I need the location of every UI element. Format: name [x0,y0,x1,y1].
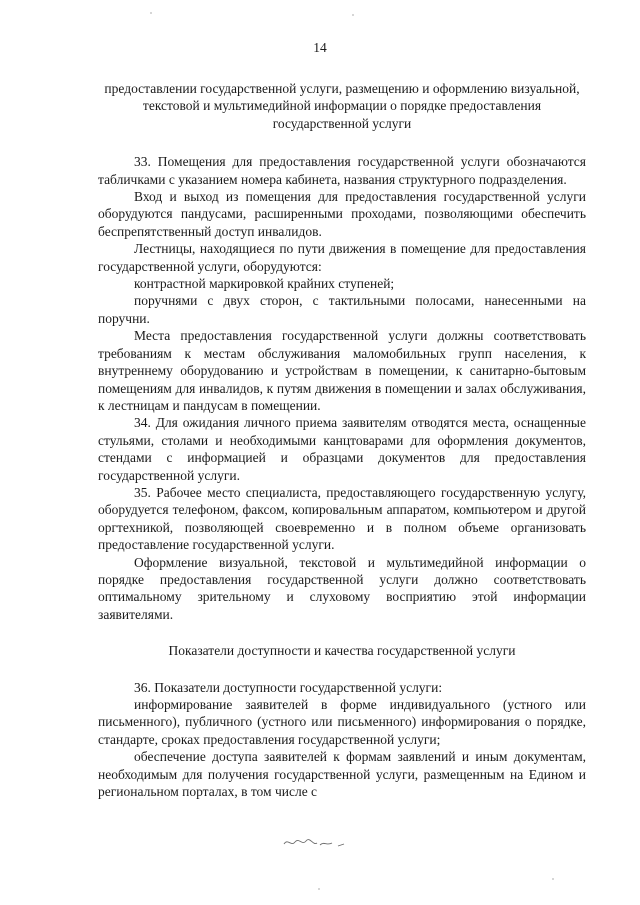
paragraph-places: Места предоставления государственной услуги должны соответствовать требованиям к местам обслуживания маломобильных групп населения, к внутреннему оборудованию и устройствам в помещении, к санитарно-бытовым помещениям для инвалидов, к путям движения в помещении и залах обслуживания, к лестницам и пандусам в помещении. [98,328,586,413]
scan-speck [318,888,320,890]
list-item-access: обеспечение доступа заявителей к формам заявлений и иным документам, необходимым для получения государственной услуги, размещенным на Едином и региональном порталах, в том числе с [98,749,586,800]
scan-speck [352,14,354,16]
document-body [98,80,586,800]
handwritten-mark [282,834,352,850]
paragraph-33: 33. Помещения для предоставления государственной услуги обозначаются табличками с указанием номера кабинета, названия структурного подразделения. [98,154,586,187]
list-item-informing: информирование заявителей в форме индивидуального (устного или письменного), публичного (устного или письменного) информирования о порядке, стандарте, сроках предоставления государственной услуги; [98,697,586,747]
paragraph-entrance: Вход и выход из помещения для предоставления государственной услуги оборудуются пандусами, расширенными проходами, позволяющими обеспечить беспрепятственный доступ инвалидов. [98,189,586,239]
list-item-marking: контрастной маркировкой крайних ступеней; [134,276,395,292]
page-number: 14 [313,40,327,55]
scan-speck [150,12,152,14]
list-item-handrails: поручнями с двух сторон, с тактильными полосами, нанесенными на поручни. [98,293,586,326]
paragraph-visual-info: Оформление визуальной, текстовой и мультимедийной информации о порядке предоставления государственной услуги должно соответствовать оптимальному зрительному и слуховому восприятию этой информации заявителями. [98,554,586,622]
section-heading-accessibility: Показатели доступности и качества государственной услуги [168,643,516,659]
section-heading-continued: предоставлении государственной услуги, размещению и оформлению визуальной, текстовой и мультимедийной информации о порядке предоставления государственной услуги [104,81,580,131]
paragraph-stairs: Лестницы, находящиеся по пути движения в помещение для предоставления государственной услуги, оборудуются: [98,241,586,274]
paragraph-35: 35. Рабочее место специалиста, предоставляющего государственную услугу, оборудуется телефоном, факсом, копировальным аппаратом, компьютером и другой оргтехникой, позволяющей своевременно и в полном объеме организовать предоставление государственной услуги. [98,484,586,553]
scan-speck [552,878,554,880]
paragraph-34: 34. Для ожидания личного приема заявителям отводятся места, оснащенные стульями, столами и необходимыми канцтоварами для оформления документов, стендами с информацией и образцами документов для предоставления государственной услуги. [98,415,586,483]
paragraph-36: 36. Показатели доступности государственной услуги: [134,679,443,695]
